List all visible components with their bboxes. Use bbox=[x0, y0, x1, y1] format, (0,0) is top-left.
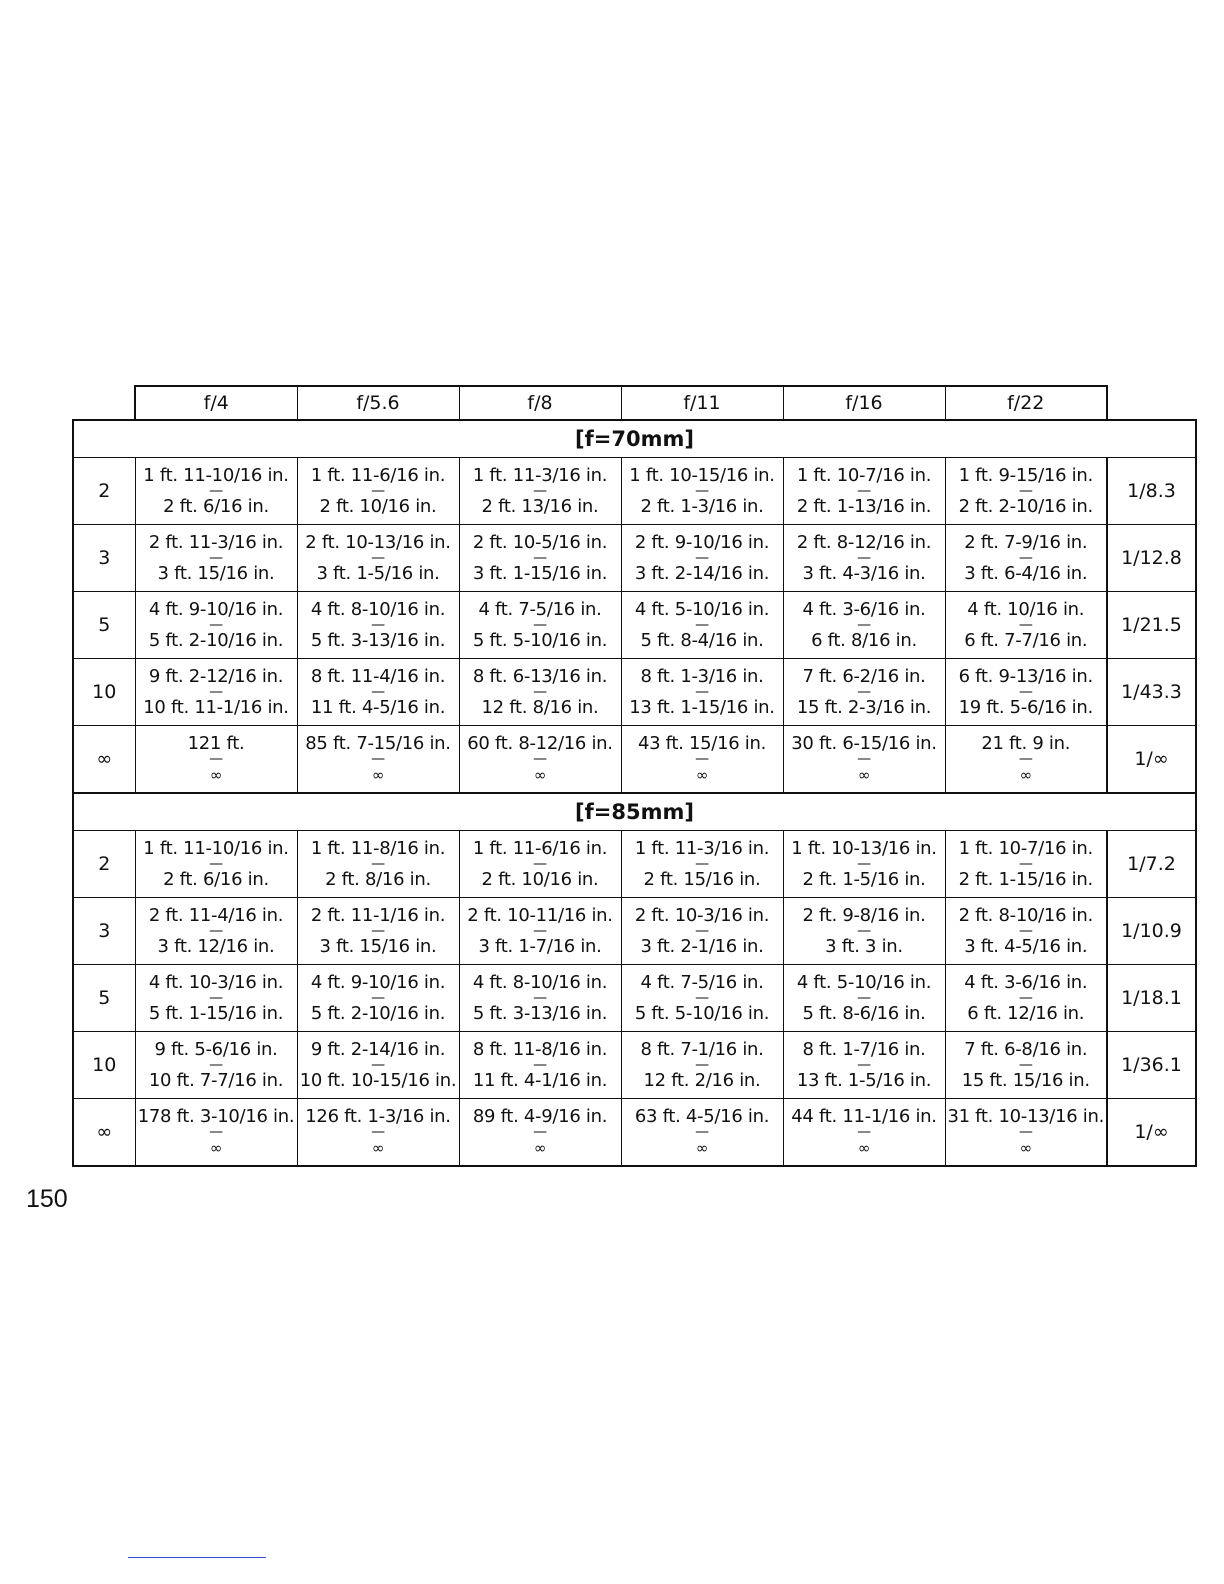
near-limit: 126 ft. 1-3/16 in. bbox=[305, 1106, 451, 1127]
magnification-ratio: 1/10.9 bbox=[1107, 898, 1196, 965]
dof-range-cell bbox=[135, 965, 297, 1032]
range-dash: — bbox=[209, 482, 223, 499]
aperture-header: f/22 bbox=[945, 386, 1107, 420]
table-row bbox=[73, 659, 1196, 726]
focal-length-section-row bbox=[73, 793, 1196, 831]
near-limit: 4 ft. 8-10/16 in. bbox=[310, 598, 446, 620]
table-row bbox=[73, 831, 1196, 898]
dof-range-cell bbox=[297, 726, 459, 794]
far-limit: 13 ft. 1-15/16 in. bbox=[629, 696, 775, 718]
range-dash: — bbox=[857, 989, 871, 1006]
focal-length-label: [f=70mm] bbox=[73, 420, 1196, 458]
table-row bbox=[73, 898, 1196, 965]
table-row bbox=[73, 1099, 1196, 1167]
near-limit: 2 ft. 8-12/16 in. bbox=[796, 531, 932, 553]
far-limit: 5 ft. 1-15/16 in. bbox=[148, 1002, 284, 1024]
subject-distance: ∞ bbox=[73, 726, 135, 794]
subject-distance: 2 bbox=[73, 831, 135, 898]
subject-distance: 10 bbox=[73, 659, 135, 726]
range-dash: — bbox=[209, 855, 223, 872]
range-dash: — bbox=[1018, 1056, 1033, 1073]
far-limit: ∞ bbox=[533, 1139, 547, 1157]
near-limit: 1 ft. 11-3/16 in. bbox=[472, 464, 608, 486]
dof-range-cell bbox=[135, 525, 297, 592]
near-limit: 178 ft. 3-10/16 in. bbox=[137, 1106, 295, 1127]
range-dash: — bbox=[695, 989, 709, 1006]
dof-range-cell bbox=[459, 965, 621, 1032]
range-dash: — bbox=[209, 989, 223, 1006]
dof-range-cell bbox=[945, 1032, 1107, 1099]
aperture-header: f/4 bbox=[135, 386, 297, 420]
dof-range-cell bbox=[297, 1032, 459, 1099]
dof-range-cell bbox=[945, 525, 1107, 592]
far-limit: 2 ft. 13/16 in. bbox=[481, 495, 599, 517]
near-limit: 43 ft. 15/16 in. bbox=[637, 733, 767, 754]
near-limit: 121 ft. bbox=[187, 733, 245, 754]
far-limit: ∞ bbox=[695, 1139, 709, 1157]
table-row bbox=[73, 592, 1196, 659]
near-limit: 1 ft. 11-8/16 in. bbox=[310, 837, 446, 859]
dof-range-cell bbox=[783, 458, 945, 525]
near-limit: 1 ft. 10-7/16 in. bbox=[796, 464, 932, 486]
page-number: 150 bbox=[26, 1185, 68, 1213]
range-dash: — bbox=[1018, 989, 1033, 1006]
dof-range-cell bbox=[297, 592, 459, 659]
range-dash: — bbox=[209, 549, 223, 566]
range-dash: — bbox=[695, 1124, 709, 1140]
far-limit: 2 ft. 2-10/16 in. bbox=[958, 495, 1093, 517]
dof-range-cell bbox=[783, 965, 945, 1032]
dof-range-cell bbox=[621, 965, 783, 1032]
range-dash: — bbox=[371, 1056, 385, 1073]
far-limit: 3 ft. 6-4/16 in. bbox=[964, 562, 1088, 584]
range-dash: — bbox=[695, 549, 709, 566]
far-limit: 3 ft. 3 in. bbox=[825, 935, 903, 957]
far-limit: 15 ft. 2-3/16 in. bbox=[796, 696, 932, 718]
header-corner bbox=[73, 386, 135, 420]
range-dash: — bbox=[371, 683, 385, 700]
subject-distance: 2 bbox=[73, 458, 135, 525]
far-limit: ∞ bbox=[209, 1139, 223, 1157]
far-limit: 3 ft. 1-5/16 in. bbox=[316, 562, 440, 584]
near-limit: 8 ft. 11-8/16 in. bbox=[472, 1038, 608, 1060]
range-dash: — bbox=[533, 1056, 547, 1073]
range-dash: — bbox=[533, 989, 547, 1006]
subject-distance: 3 bbox=[73, 525, 135, 592]
focal-length-section-row bbox=[73, 420, 1196, 458]
range-dash: — bbox=[857, 855, 871, 872]
range-dash: — bbox=[209, 751, 223, 767]
dof-range-cell bbox=[945, 726, 1107, 794]
far-limit: 2 ft. 1-13/16 in. bbox=[796, 495, 932, 517]
near-limit: 8 ft. 1-7/16 in. bbox=[802, 1038, 926, 1060]
range-dash: — bbox=[209, 616, 223, 633]
near-limit: 4 ft. 9-10/16 in. bbox=[310, 971, 446, 993]
dof-range-cell bbox=[945, 458, 1107, 525]
range-dash: — bbox=[209, 1124, 223, 1140]
near-limit: 1 ft. 9-15/16 in. bbox=[958, 464, 1093, 486]
dof-range-cell bbox=[783, 592, 945, 659]
near-limit: 7 ft. 6-8/16 in. bbox=[964, 1038, 1088, 1060]
magnification-ratio: 1/36.1 bbox=[1107, 1032, 1196, 1099]
range-dash: — bbox=[857, 482, 871, 499]
range-dash: — bbox=[1018, 751, 1033, 767]
range-dash: — bbox=[695, 855, 709, 872]
near-limit: 63 ft. 4-5/16 in. bbox=[634, 1106, 770, 1127]
dof-range-cell bbox=[459, 592, 621, 659]
near-limit: 1 ft. 11-3/16 in. bbox=[634, 837, 770, 859]
range-dash: — bbox=[533, 922, 547, 939]
far-limit: 2 ft. 1-15/16 in. bbox=[958, 868, 1093, 890]
range-dash: — bbox=[857, 922, 871, 939]
near-limit: 2 ft. 10-11/16 in. bbox=[467, 904, 613, 926]
dof-range-cell bbox=[945, 592, 1107, 659]
range-dash: — bbox=[371, 989, 385, 1006]
magnification-ratio: 1/∞ bbox=[1107, 1099, 1196, 1167]
range-dash: — bbox=[1018, 549, 1033, 566]
dof-range-cell bbox=[621, 592, 783, 659]
range-dash: — bbox=[533, 751, 547, 767]
range-dash: — bbox=[1018, 482, 1033, 499]
near-limit: 4 ft. 9-10/16 in. bbox=[148, 598, 284, 620]
aperture-header: f/16 bbox=[783, 386, 945, 420]
dof-range-cell bbox=[945, 659, 1107, 726]
dof-range-cell bbox=[783, 831, 945, 898]
dof-range-cell bbox=[297, 898, 459, 965]
far-limit: ∞ bbox=[371, 1139, 385, 1157]
subject-distance: 10 bbox=[73, 1032, 135, 1099]
near-limit: 89 ft. 4-9/16 in. bbox=[472, 1106, 608, 1127]
far-limit: 6 ft. 8/16 in. bbox=[811, 629, 917, 651]
header-ratio-blank bbox=[1107, 386, 1196, 420]
table-row bbox=[73, 458, 1196, 525]
far-limit: 3 ft. 15/16 in. bbox=[319, 935, 437, 957]
dof-range-cell bbox=[297, 525, 459, 592]
range-dash: — bbox=[533, 616, 547, 633]
far-limit: ∞ bbox=[857, 1139, 871, 1157]
footer-rule bbox=[128, 1557, 266, 1558]
far-limit: 2 ft. 6/16 in. bbox=[163, 495, 269, 517]
near-limit: 1 ft. 11-10/16 in. bbox=[143, 837, 289, 859]
near-limit: 8 ft. 7-1/16 in. bbox=[640, 1038, 764, 1060]
near-limit: 4 ft. 7-5/16 in. bbox=[640, 971, 764, 993]
dof-range-cell bbox=[135, 1099, 297, 1167]
far-limit: 3 ft. 4-5/16 in. bbox=[964, 935, 1088, 957]
near-limit: 4 ft. 7-5/16 in. bbox=[478, 598, 602, 620]
table-body bbox=[73, 420, 1196, 1166]
far-limit: 3 ft. 2-1/16 in. bbox=[640, 935, 764, 957]
near-limit: 2 ft. 9-8/16 in. bbox=[802, 904, 926, 926]
dof-range-cell bbox=[459, 659, 621, 726]
range-dash: — bbox=[695, 751, 709, 767]
near-limit: 4 ft. 5-10/16 in. bbox=[634, 598, 770, 620]
magnification-ratio: 1/∞ bbox=[1107, 726, 1196, 794]
near-limit: 30 ft. 6-15/16 in. bbox=[791, 733, 937, 754]
magnification-ratio: 1/7.2 bbox=[1107, 831, 1196, 898]
far-limit: 2 ft. 6/16 in. bbox=[163, 868, 269, 890]
near-limit: 8 ft. 1-3/16 in. bbox=[640, 665, 764, 687]
far-limit: 15 ft. 15/16 in. bbox=[961, 1069, 1090, 1091]
far-limit: 12 ft. 8/16 in. bbox=[481, 696, 599, 718]
near-limit: 9 ft. 5-6/16 in. bbox=[154, 1038, 278, 1060]
far-limit: 6 ft. 12/16 in. bbox=[967, 1002, 1085, 1024]
far-limit: 2 ft. 1-5/16 in. bbox=[802, 868, 926, 890]
table-row bbox=[73, 965, 1196, 1032]
near-limit: 1 ft. 11-10/16 in. bbox=[143, 464, 289, 486]
range-dash: — bbox=[209, 1056, 223, 1073]
dof-range-cell bbox=[297, 1099, 459, 1167]
near-limit: 60 ft. 8-12/16 in. bbox=[467, 733, 613, 754]
dof-range-cell bbox=[621, 458, 783, 525]
near-limit: 2 ft. 7-9/16 in. bbox=[964, 531, 1088, 553]
far-limit: 6 ft. 7-7/16 in. bbox=[964, 629, 1088, 651]
range-dash: — bbox=[1018, 616, 1033, 633]
near-limit: 2 ft. 11-3/16 in. bbox=[148, 531, 284, 553]
far-limit: 3 ft. 12/16 in. bbox=[157, 935, 275, 957]
near-limit: 2 ft. 8-10/16 in. bbox=[958, 904, 1093, 926]
far-limit: ∞ bbox=[209, 766, 223, 784]
range-dash: — bbox=[533, 855, 547, 872]
near-limit: 4 ft. 8-10/16 in. bbox=[472, 971, 608, 993]
range-dash: — bbox=[857, 549, 871, 566]
dof-range-cell bbox=[945, 831, 1107, 898]
far-limit: 5 ft. 3-13/16 in. bbox=[472, 1002, 608, 1024]
dof-range-cell bbox=[459, 1099, 621, 1167]
dof-range-cell bbox=[297, 659, 459, 726]
far-limit: 11 ft. 4-1/16 in. bbox=[472, 1069, 608, 1091]
magnification-ratio: 1/8.3 bbox=[1107, 458, 1196, 525]
subject-distance: 5 bbox=[73, 965, 135, 1032]
far-limit: 2 ft. 8/16 in. bbox=[325, 868, 431, 890]
far-limit: 3 ft. 15/16 in. bbox=[157, 562, 275, 584]
range-dash: — bbox=[857, 1124, 871, 1140]
range-dash: — bbox=[695, 1056, 709, 1073]
far-limit: ∞ bbox=[371, 766, 385, 784]
range-dash: — bbox=[695, 482, 709, 499]
dof-range-cell bbox=[783, 1032, 945, 1099]
range-dash: — bbox=[371, 616, 385, 633]
dof-range-cell bbox=[459, 831, 621, 898]
range-dash: — bbox=[1018, 855, 1033, 872]
near-limit: 2 ft. 10-5/16 in. bbox=[472, 531, 608, 553]
dof-range-cell bbox=[621, 1032, 783, 1099]
dof-range-cell bbox=[135, 592, 297, 659]
table-row bbox=[73, 726, 1196, 794]
subject-distance: 3 bbox=[73, 898, 135, 965]
dof-range-cell bbox=[459, 898, 621, 965]
aperture-header-row bbox=[73, 386, 1196, 420]
dof-range-cell bbox=[621, 831, 783, 898]
dof-range-cell bbox=[945, 1099, 1107, 1167]
dof-range-cell bbox=[945, 965, 1107, 1032]
range-dash: — bbox=[857, 751, 871, 767]
dof-range-cell bbox=[297, 831, 459, 898]
dof-range-cell bbox=[135, 898, 297, 965]
near-limit: 2 ft. 10-13/16 in. bbox=[305, 531, 451, 553]
range-dash: — bbox=[371, 549, 385, 566]
dof-range-cell bbox=[783, 898, 945, 965]
magnification-ratio: 1/43.3 bbox=[1107, 659, 1196, 726]
near-limit: 1 ft. 11-6/16 in. bbox=[310, 464, 446, 486]
far-limit: 2 ft. 10/16 in. bbox=[481, 868, 599, 890]
range-dash: — bbox=[857, 683, 871, 700]
dof-range-cell bbox=[621, 726, 783, 794]
far-limit: 5 ft. 8-4/16 in. bbox=[640, 629, 764, 651]
near-limit: 9 ft. 2-14/16 in. bbox=[310, 1038, 446, 1060]
dof-range-cell bbox=[621, 525, 783, 592]
far-limit: 3 ft. 1-7/16 in. bbox=[478, 935, 602, 957]
far-limit: ∞ bbox=[857, 766, 871, 784]
dof-range-cell bbox=[621, 898, 783, 965]
range-dash: — bbox=[1018, 1124, 1033, 1140]
far-limit: 12 ft. 2/16 in. bbox=[643, 1069, 761, 1091]
range-dash: — bbox=[533, 1124, 547, 1140]
near-limit: 4 ft. 3-6/16 in. bbox=[964, 971, 1088, 993]
range-dash: — bbox=[209, 922, 223, 939]
table-row bbox=[73, 1032, 1196, 1099]
far-limit: 5 ft. 8-6/16 in. bbox=[802, 1002, 926, 1024]
dof-range-cell bbox=[135, 1032, 297, 1099]
dof-range-cell bbox=[297, 458, 459, 525]
aperture-header: f/5.6 bbox=[297, 386, 459, 420]
far-limit: 10 ft. 7-7/16 in. bbox=[148, 1069, 284, 1091]
subject-distance: ∞ bbox=[73, 1099, 135, 1167]
range-dash: — bbox=[857, 1056, 871, 1073]
dof-range-cell bbox=[135, 831, 297, 898]
range-dash: — bbox=[371, 855, 385, 872]
far-limit: 19 ft. 5-6/16 in. bbox=[958, 696, 1093, 718]
aperture-header: f/11 bbox=[621, 386, 783, 420]
near-limit: 2 ft. 10-3/16 in. bbox=[634, 904, 770, 926]
range-dash: — bbox=[1018, 683, 1033, 700]
range-dash: — bbox=[371, 482, 385, 499]
far-limit: 3 ft. 4-3/16 in. bbox=[802, 562, 926, 584]
dof-range-cell bbox=[783, 726, 945, 794]
range-dash: — bbox=[857, 616, 871, 633]
near-limit: 2 ft. 9-10/16 in. bbox=[634, 531, 770, 553]
range-dash: — bbox=[371, 922, 385, 939]
near-limit: 1 ft. 10-13/16 in. bbox=[791, 837, 937, 859]
near-limit: 85 ft. 7-15/16 in. bbox=[305, 733, 451, 754]
dof-range-cell bbox=[459, 726, 621, 794]
range-dash: — bbox=[533, 549, 547, 566]
far-limit: 10 ft. 10-15/16 in. bbox=[299, 1069, 457, 1091]
dof-range-cell bbox=[783, 659, 945, 726]
magnification-ratio: 1/12.8 bbox=[1107, 525, 1196, 592]
near-limit: 44 ft. 11-1/16 in. bbox=[791, 1106, 937, 1127]
far-limit: ∞ bbox=[533, 766, 547, 784]
near-limit: 1 ft. 10-15/16 in. bbox=[629, 464, 775, 486]
subject-distance: 5 bbox=[73, 592, 135, 659]
far-limit: 2 ft. 10/16 in. bbox=[319, 495, 437, 517]
near-limit: 9 ft. 2-12/16 in. bbox=[148, 665, 284, 687]
far-limit: 2 ft. 1-3/16 in. bbox=[640, 495, 764, 517]
near-limit: 1 ft. 11-6/16 in. bbox=[472, 837, 608, 859]
dof-range-cell bbox=[459, 458, 621, 525]
far-limit: 5 ft. 2-10/16 in. bbox=[310, 1002, 446, 1024]
near-limit: 4 ft. 3-6/16 in. bbox=[802, 598, 926, 620]
far-limit: 13 ft. 1-5/16 in. bbox=[796, 1069, 932, 1091]
far-limit: 3 ft. 2-14/16 in. bbox=[634, 562, 770, 584]
near-limit: 4 ft. 10/16 in. bbox=[967, 598, 1085, 620]
near-limit: 2 ft. 11-4/16 in. bbox=[148, 904, 284, 926]
range-dash: — bbox=[371, 1124, 385, 1140]
dof-range-cell bbox=[135, 659, 297, 726]
dof-range-cell bbox=[135, 726, 297, 794]
dof-range-cell bbox=[621, 1099, 783, 1167]
near-limit: 1 ft. 10-7/16 in. bbox=[958, 837, 1093, 859]
dof-range-cell bbox=[459, 525, 621, 592]
focal-length-label: [f=85mm] bbox=[73, 793, 1196, 831]
far-limit: ∞ bbox=[695, 766, 709, 784]
range-dash: — bbox=[371, 751, 385, 767]
near-limit: 8 ft. 11-4/16 in. bbox=[310, 665, 446, 687]
range-dash: — bbox=[533, 482, 547, 499]
range-dash: — bbox=[695, 922, 709, 939]
far-limit: 2 ft. 15/16 in. bbox=[643, 868, 761, 890]
range-dash: — bbox=[695, 616, 709, 633]
far-limit: 11 ft. 4-5/16 in. bbox=[310, 696, 446, 718]
near-limit: 7 ft. 6-2/16 in. bbox=[802, 665, 926, 687]
dof-range-cell bbox=[621, 659, 783, 726]
near-limit: 8 ft. 6-13/16 in. bbox=[472, 665, 608, 687]
dof-range-cell bbox=[297, 965, 459, 1032]
dof-range-cell bbox=[783, 1099, 945, 1167]
dof-range-cell bbox=[945, 898, 1107, 965]
far-limit: 5 ft. 3-13/16 in. bbox=[310, 629, 446, 651]
dof-range-cell bbox=[135, 458, 297, 525]
far-limit: 5 ft. 5-10/16 in. bbox=[634, 1002, 770, 1024]
dof-range-cell bbox=[783, 525, 945, 592]
far-limit: 5 ft. 2-10/16 in. bbox=[148, 629, 284, 651]
far-limit: ∞ bbox=[1019, 766, 1032, 784]
magnification-ratio: 1/21.5 bbox=[1107, 592, 1196, 659]
range-dash: — bbox=[209, 683, 223, 700]
depth-of-field-table bbox=[72, 385, 1197, 1167]
near-limit: 21 ft. 9 in. bbox=[981, 733, 1071, 754]
far-limit: 3 ft. 1-15/16 in. bbox=[472, 562, 608, 584]
range-dash: — bbox=[533, 683, 547, 700]
far-limit: 10 ft. 11-1/16 in. bbox=[143, 696, 289, 718]
table-row bbox=[73, 525, 1196, 592]
near-limit: 4 ft. 5-10/16 in. bbox=[796, 971, 932, 993]
near-limit: 4 ft. 10-3/16 in. bbox=[148, 971, 284, 993]
near-limit: 31 ft. 10-13/16 in. bbox=[947, 1106, 1105, 1127]
dof-range-cell bbox=[459, 1032, 621, 1099]
magnification-ratio: 1/18.1 bbox=[1107, 965, 1196, 1032]
range-dash: — bbox=[1018, 922, 1033, 939]
far-limit: ∞ bbox=[1019, 1139, 1032, 1157]
near-limit: 6 ft. 9-13/16 in. bbox=[958, 665, 1093, 687]
range-dash: — bbox=[695, 683, 709, 700]
far-limit: 5 ft. 5-10/16 in. bbox=[472, 629, 608, 651]
aperture-header: f/8 bbox=[459, 386, 621, 420]
near-limit: 2 ft. 11-1/16 in. bbox=[310, 904, 446, 926]
